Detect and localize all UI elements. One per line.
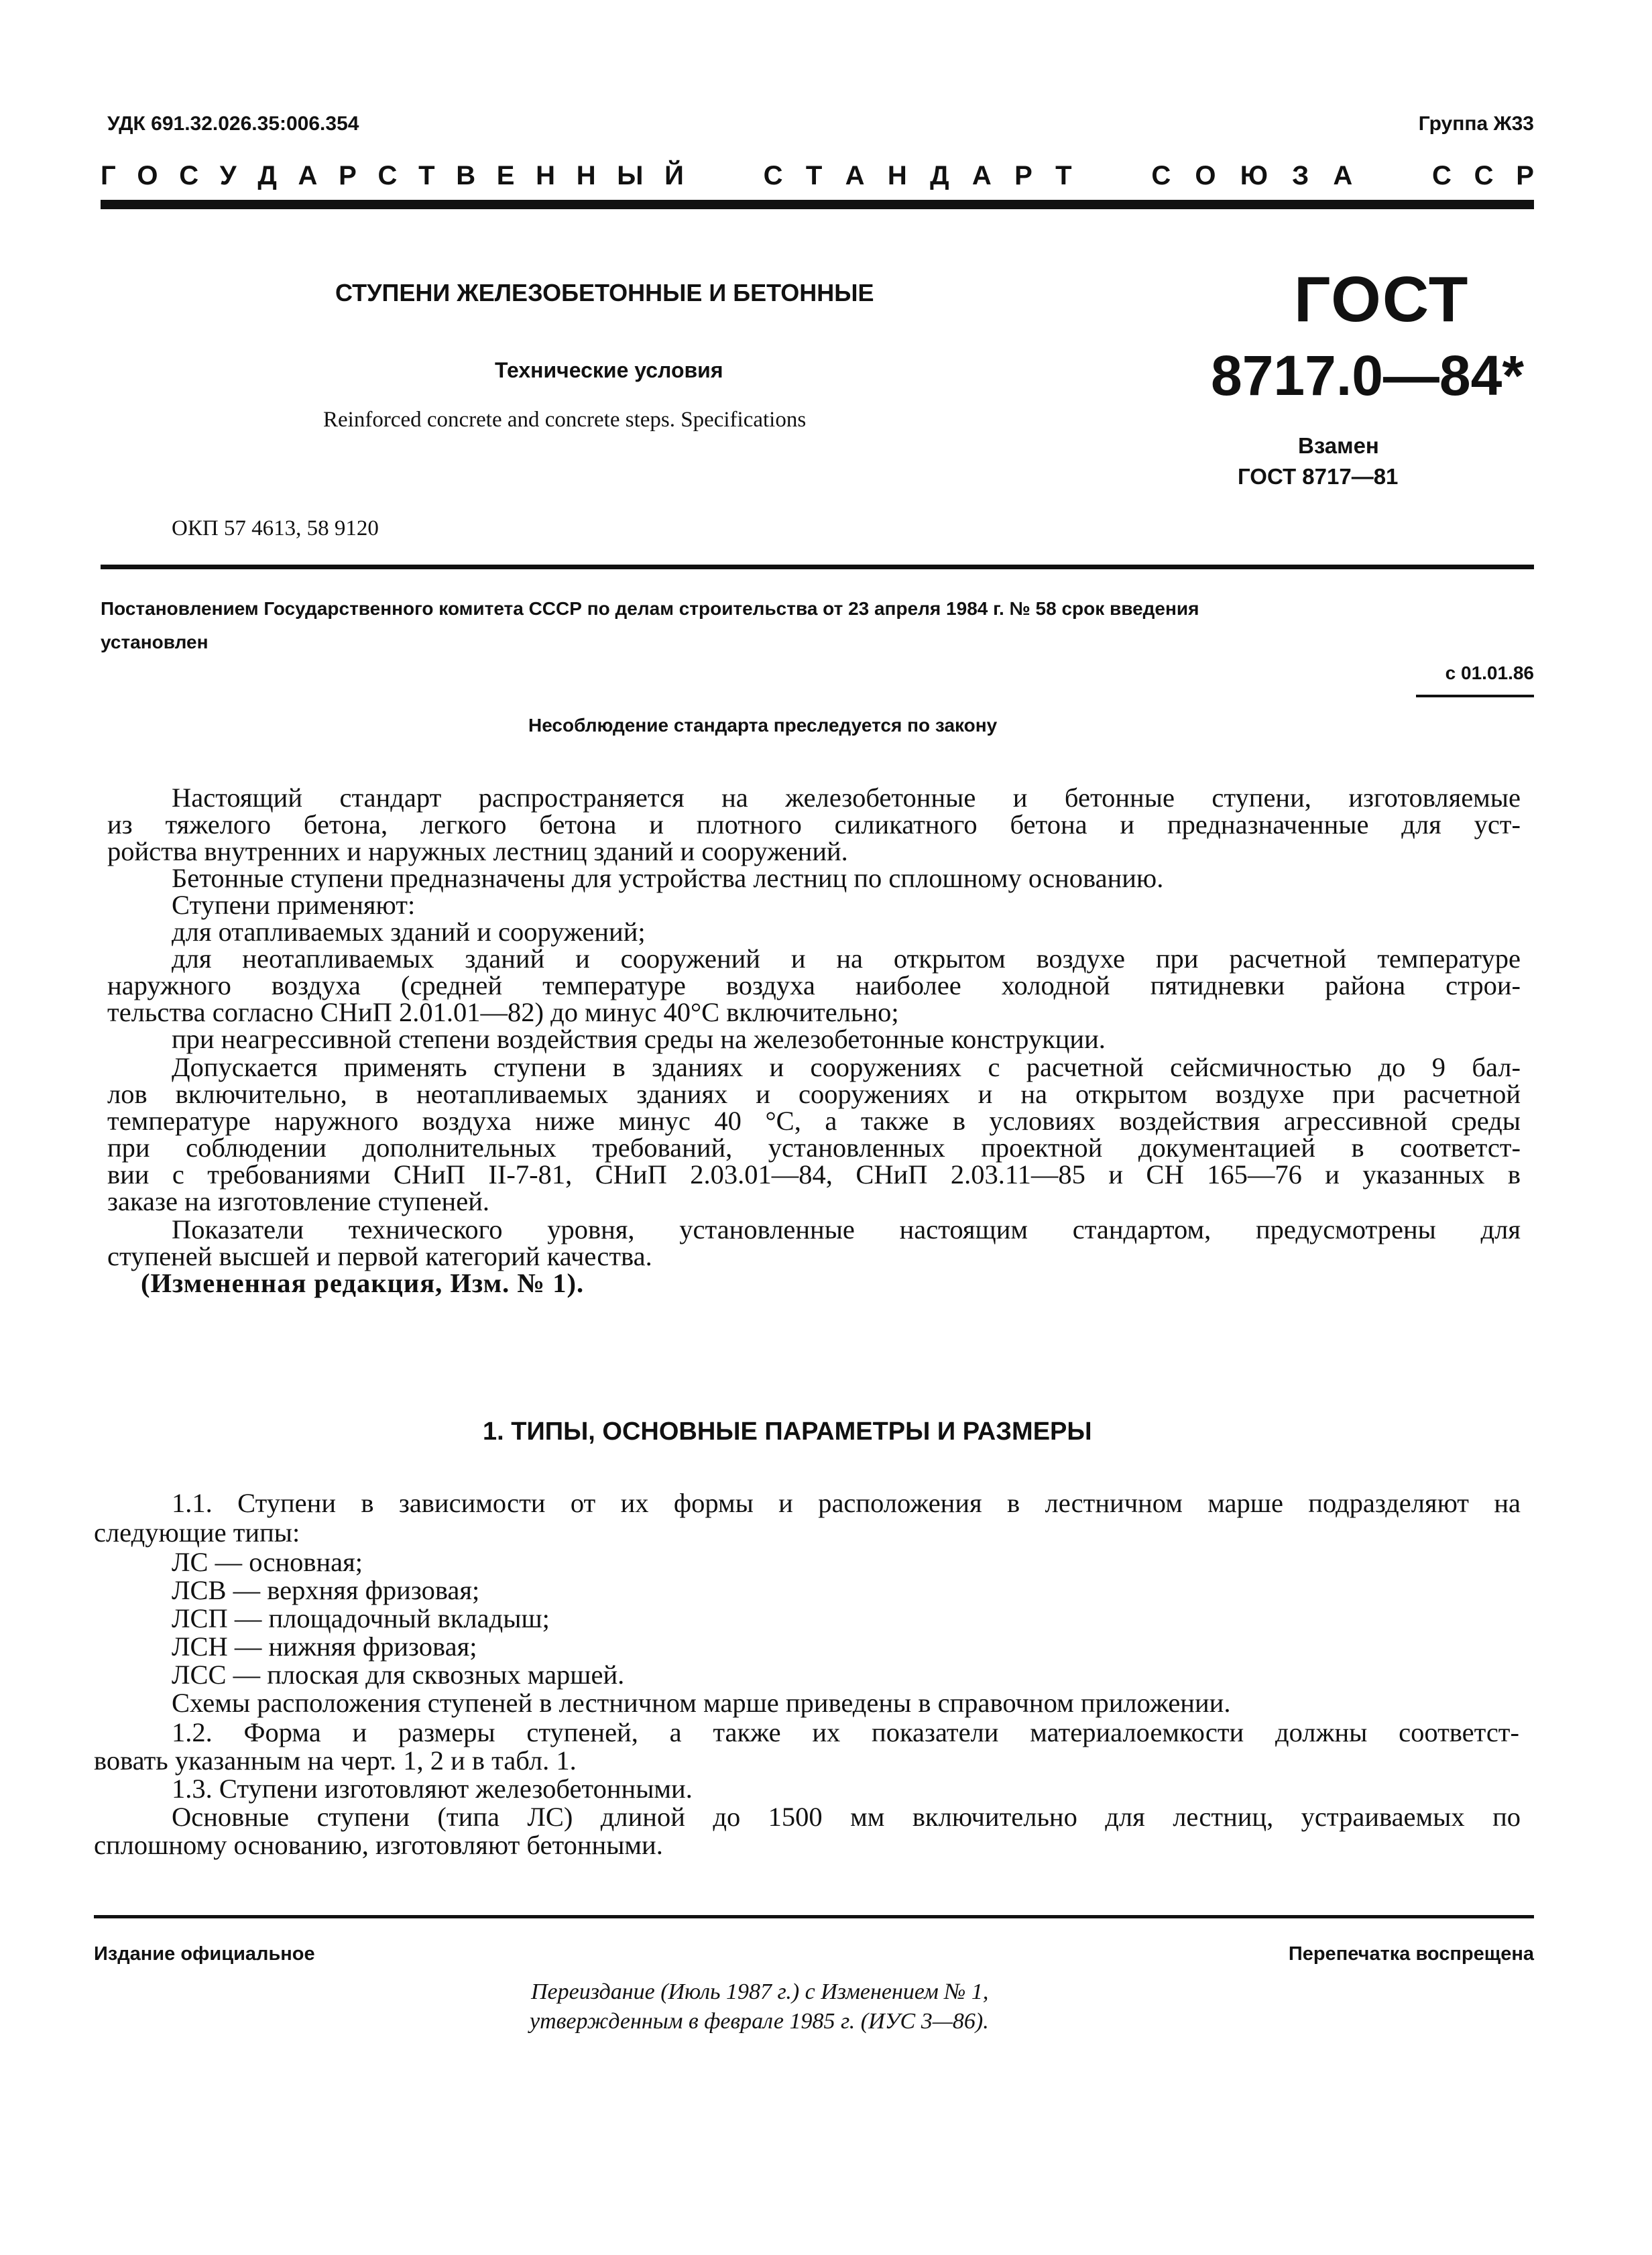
okp-code: ОКП 57 4613, 58 9120 [172,516,379,540]
replaces-label: Взамен [1298,433,1379,458]
group-code: Группа Ж33 [1418,113,1534,135]
section-1-line: 1.3. Ступени изготовляют железобетонными. [172,1774,693,1804]
section-1-line: сплошному основанию, изготовляют бетонными. [94,1830,663,1860]
section-1-line: ЛСП — площадочный вкладыш; [172,1603,550,1633]
intro-line: при неагрессивной степени воздействия среды на железобетонные конструкции. [172,1024,1106,1054]
intro-line: Настоящий стандарт распространяется на железобетонные и бетонные ступени, изготовляемые [172,783,1521,813]
intro-line: (Измененная редакция, Изм. № 1). [141,1268,585,1298]
section-1-line: ЛСВ — верхняя фризовая; [172,1575,480,1605]
banner-word-2: С Т А Н Д А Р Т [763,160,1072,190]
intro-line: лов включительно, в неотапливаемых зданиях и сооружениях и на открытом воздухе при расчетной [107,1079,1521,1109]
intro-line: температуре наружного воздуха ниже минус 40 °С, а также в условиях воздействия агрессивной среды [107,1106,1521,1136]
effective-date-underline [1416,695,1534,697]
section-1-line: Основные ступени (типа ЛС) длиной до 1500 мм включительно для лестниц, устраиваемых по [172,1802,1521,1832]
document-title: СТУПЕНИ ЖЕЛЕЗОБЕТОННЫЕ И БЕТОННЫЕ [335,279,874,306]
reprint-note-1: Переиздание (Июль 1987 г.) с Изменением № 1, [531,1979,989,2004]
intro-line: при соблюдении дополнительных требований, установленных проектной документацией в соответст- [107,1133,1521,1163]
udk-code: УДК 691.32.026.35:006.354 [107,113,359,135]
section-1-line: вовать указанным на черт. 1, 2 и в табл. 1. [94,1745,577,1776]
reprint-note-2: утвержденным в феврале 1985 г. (ИУС 3—86). [530,2009,989,2034]
decree-line-2: установлен [101,632,209,652]
replaces-value: ГОСТ 8717—81 [1238,464,1399,489]
section-1-line: ЛС — основная; [172,1547,363,1577]
section-1-line: ЛСН — нижняя фризовая; [172,1631,477,1662]
intro-line: наружного воздуха (средней температуре воздуха наиболее холодной пятидневки района строи- [107,970,1521,1000]
english-title: Reinforced concrete and concrete steps. Specifications [323,408,807,432]
reprint-prohibited: Перепечатка воспрещена [1288,1943,1534,1965]
section-1-line: Схемы расположения ступеней в лестничном марше приведены в справочном приложении. [172,1688,1231,1718]
effective-date: с 01.01.86 [1445,662,1534,683]
intro-line: Допускается применять ступени в зданиях и сооружениях с расчетной сейсмичностью до 9 бал- [172,1052,1521,1082]
intro-line: для отапливаемых зданий и сооружений; [172,917,646,947]
footer-rule [94,1915,1534,1918]
document-subtitle: Технические условия [495,358,723,382]
intro-line: Бетонные ступени предназначены для устройства лестниц по сплошному основанию. [172,863,1164,893]
intro-line: заказе на изготовление ступеней. [107,1186,490,1216]
gost-number: 8717.0—84* [1211,344,1525,407]
intro-line: ступеней высшей и первой категорий качества. [107,1241,652,1271]
intro-line: тельства согласно СНиП 2.01.01—82) до минус 40°С включительно; [107,997,899,1027]
header-rule [101,200,1534,209]
section-1-line: следующие типы: [94,1517,300,1548]
standard-banner [101,156,1534,196]
decree-line-1: Постановлением Государственного комитета СССР по делам строительства от 23 апреля 1984 г. № 58 срок введения [101,598,1199,619]
banner-word-4: С С Р [1431,160,1534,190]
intro-line: ройства внутренних и наружных лестниц зданий и сооружений. [107,836,848,866]
section-1-line: 1.2. Форма и размеры ступеней, а также их показатели материалоемкости должны соответст- [172,1717,1519,1747]
banner-word-1: Г О С У Д А Р С Т В Е Н Н Ы Й [101,160,684,190]
intro-line: Показатели технического уровня, установленные настоящим стандартом, предусмотрены для [172,1214,1521,1245]
banner-word-3: С О Ю З А [1151,160,1353,190]
intro-line: вии с требованиями СНиП II-7-81, СНиП 2.03.01—84, СНиП 2.03.11—85 и СН 165—76 и указанных в [107,1159,1521,1190]
title-rule [101,565,1534,569]
intro-line: Ступени применяют: [172,890,416,920]
intro-line: для неотапливаемых зданий и сооружений и на открытом воздухе при расчетной температуре [172,943,1521,974]
section-1-line: 1.1. Ступени в зависимости от их формы и расположения в лестничном марше подразделяют на [172,1488,1521,1518]
section-1-heading: 1. ТИПЫ, ОСНОВНЫЕ ПАРАМЕТРЫ И РАЗМЕРЫ [483,1418,1092,1446]
legal-notice: Несоблюдение стандарта преследуется по закону [528,715,998,736]
section-1-line: ЛСС — плоская для сквозных маршей. [172,1660,625,1690]
gost-label: ГОСТ [1294,264,1470,335]
official-edition: Издание официальное [94,1943,315,1965]
intro-line: из тяжелого бетона, легкого бетона и плотного силикатного бетона и предназначенные для уст- [107,809,1521,840]
